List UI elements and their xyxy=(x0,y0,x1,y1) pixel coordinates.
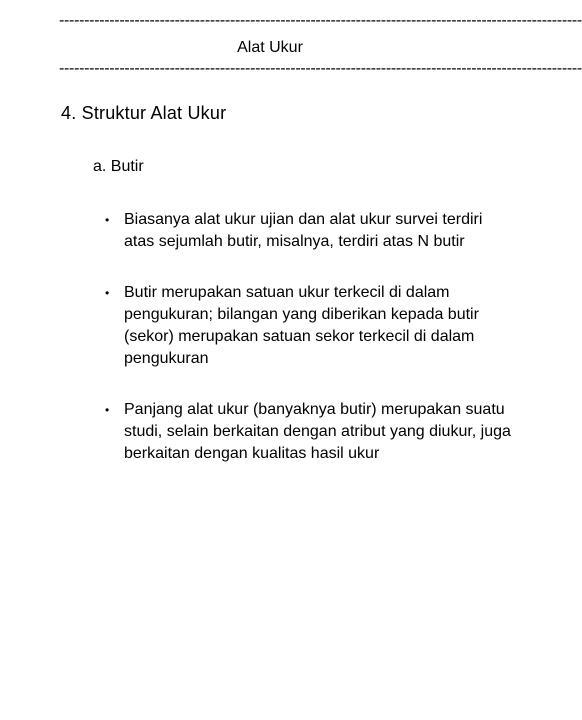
bullet-text: Biasanya alat ukur ujian dan alat ukur survei terdiri atas sejumlah butir, misalnya, terdiri atas N butir xyxy=(124,211,483,250)
bullet-text: Butir merupakan satuan ukur terkecil di dalam pengukuran; bilangan yang diberikan kepada butir (sekor) merupakan satuan sekor terkecil di dalam pengukuran xyxy=(124,284,479,367)
header-top-rule: -------------------------------------------------------------------------------------------------------- xyxy=(59,12,582,29)
bullet-marker: • xyxy=(105,286,110,300)
bullet-text: Panjang alat ukur (banyaknya butir) merupakan suatu studi, selain berkaitan dengan atribut yang diukur, juga berkaitan dengan kualitas hasil ukur xyxy=(124,401,511,462)
page-header-title: Alat Ukur xyxy=(237,39,303,56)
bullet-marker: • xyxy=(105,213,110,227)
section-heading: 4. Struktur Alat Ukur xyxy=(61,103,227,123)
bullet-item xyxy=(105,399,515,465)
bullet-marker: • xyxy=(105,403,110,417)
bullet-list xyxy=(105,209,515,494)
bullet-item xyxy=(105,209,515,253)
header-bottom-rule: -------------------------------------------------------------------------------------------------------- xyxy=(59,60,582,77)
subsection-heading: a. Butir xyxy=(93,158,144,175)
bullet-item xyxy=(105,282,515,370)
